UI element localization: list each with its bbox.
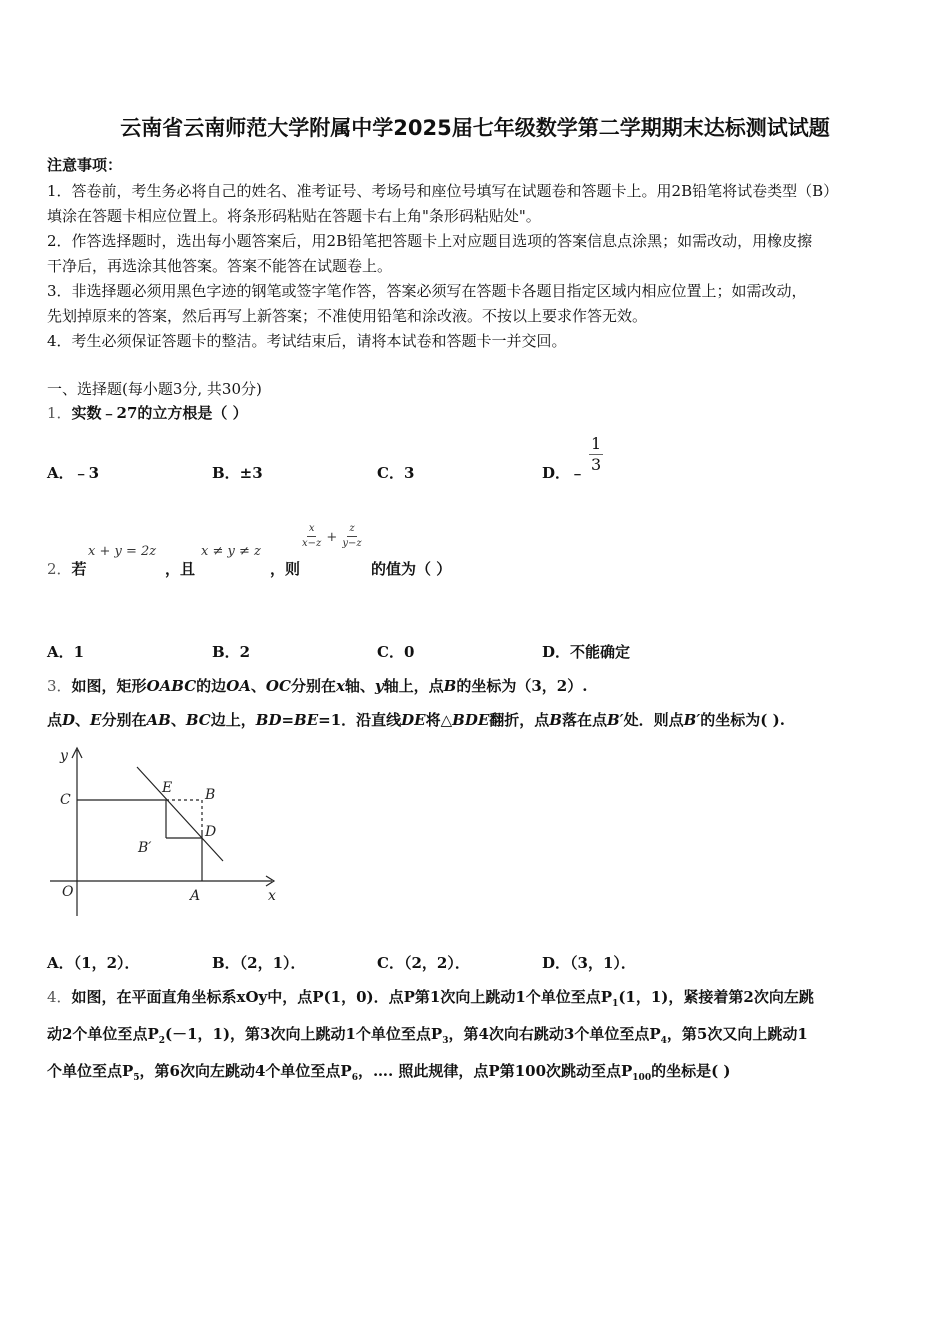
question-text: 分别在 xyxy=(101,711,147,729)
option-d: D．（3，1）． xyxy=(542,954,636,972)
label-x: x xyxy=(268,888,276,904)
page-title: 云南省云南师范大学附属中学2025届七年级数学第二学期期末达标测试试题 xyxy=(120,116,830,140)
math-var: DE xyxy=(401,711,426,729)
math-var: BC xyxy=(185,711,211,729)
question-text: 处．则点 xyxy=(623,711,684,729)
label-y: y xyxy=(60,748,68,764)
question-text: 、 xyxy=(75,711,91,729)
question-text: 的边 xyxy=(196,677,227,695)
rectangle-fold-figure xyxy=(40,740,290,925)
question-text: =1．沿直线 xyxy=(318,711,402,729)
math-var: B′ xyxy=(607,711,624,729)
question-text: 个单位至点P xyxy=(47,1062,134,1080)
question-text: 落在点 xyxy=(561,711,607,729)
math-var: OC xyxy=(265,677,291,695)
section-heading: 一、选择题(每小题3分, 共30分) xyxy=(47,380,262,398)
subscript: 4 xyxy=(660,1036,667,1046)
label-c: C xyxy=(60,792,71,808)
question-4 xyxy=(47,986,814,1009)
question-text: 轴上，点 xyxy=(383,677,444,695)
notice-heading: 注意事项： xyxy=(47,156,123,174)
option-b: B．（2，1）． xyxy=(212,954,306,972)
fraction-one-third xyxy=(589,436,603,473)
subscript: 100 xyxy=(632,1073,652,1083)
question-text: 、 xyxy=(170,711,186,729)
question-4-line-2 xyxy=(47,1023,808,1046)
fraction-numerator: 1 xyxy=(591,434,602,453)
fraction-denominator: y−z xyxy=(342,538,362,549)
math-var: OA xyxy=(226,677,251,695)
option-a: A．﹣3 xyxy=(47,464,100,482)
label-a: A xyxy=(190,888,201,904)
question-3 xyxy=(47,675,587,696)
math-var: B′ xyxy=(683,711,701,729)
option-d xyxy=(542,462,585,483)
subscript: 5 xyxy=(133,1073,140,1083)
question-text: 的坐标为（3，2）. xyxy=(456,677,588,695)
math-var: B xyxy=(443,677,457,695)
option-c: C．（2，2）． xyxy=(377,954,470,972)
condition-equation: x + y = 2z xyxy=(88,544,157,559)
subscript: 6 xyxy=(351,1073,358,1083)
subscript: 2 xyxy=(158,1036,165,1046)
question-number: 4． xyxy=(47,988,72,1006)
question-1 xyxy=(47,402,248,423)
question-text: 如图，在平面直角坐标系xOy中，点P(1，0)．点P第1次向上跳动1个单位至点P xyxy=(71,988,613,1006)
notice-line: 2．作答选择题时，选出每小题答案后，用2B铅笔把答题卡上对应题目选项的答案信息点涂黑；如需改动，用橡皮擦 xyxy=(47,232,813,250)
question-text: 若 xyxy=(71,560,87,578)
math-var: AB xyxy=(146,711,171,729)
fraction-numerator: x xyxy=(307,524,317,537)
fraction-denominator: 3 xyxy=(591,455,602,474)
question-2 xyxy=(47,558,87,579)
question-text: ，且 xyxy=(165,560,196,578)
option-c: C．0 xyxy=(377,643,415,661)
label-b-prime: B′ xyxy=(138,840,152,856)
math-var: D xyxy=(62,711,76,729)
question-text: 将△ xyxy=(425,711,453,729)
notice-line: 3．非选择题必须用黑色字迹的钢笔或签字笔作答，答案必须写在答题卡各题目指定区域内相应位置上；如需改动， xyxy=(47,282,807,300)
question-4-line-3 xyxy=(47,1060,731,1083)
notice-line: 先划掉原来的答案，然后再写上新答案；不准使用铅笔和涂改液。不按以上要求作答无效。 xyxy=(47,307,648,325)
question-text: (－1，1)，第3次向上跳动1个单位至点P xyxy=(164,1025,443,1043)
question-text: ，第4次向右跳动3个单位至点P xyxy=(448,1025,661,1043)
subscript: 3 xyxy=(442,1036,449,1046)
option-a: A．（1，2）． xyxy=(47,954,140,972)
option-d: D．不能确定 xyxy=(542,643,631,661)
plus-sign: + xyxy=(326,530,338,545)
option-b: B．±3 xyxy=(212,464,263,482)
question-text: ，…. 照此规律，点P第100次跳动至点P xyxy=(357,1062,633,1080)
question-text: ，第6次向左跳动4个单位至点P xyxy=(139,1062,352,1080)
fraction-numerator: z xyxy=(347,524,356,537)
math-var: BD=BE xyxy=(255,711,319,729)
question-text: 的坐标为( ). xyxy=(700,711,785,729)
question-text: 、 xyxy=(250,677,266,695)
question-text: 边上， xyxy=(210,711,256,729)
question-text: 如图，矩形 xyxy=(71,677,147,695)
question-text: 的值为（ ） xyxy=(371,560,452,578)
notice-line: 填涂在答题卡相应位置上。将条形码粘贴在答题卡右上角"条形码粘贴处"。 xyxy=(47,207,541,225)
label-d: D xyxy=(205,824,217,840)
question-text: 的坐标是( ) xyxy=(651,1062,731,1080)
question-text: ，则 xyxy=(270,560,301,578)
question-text: 点 xyxy=(47,711,63,729)
condition-inequality: x ≠ y ≠ z xyxy=(201,544,261,559)
question-text: (1，1)，紧接着第2次向左跳 xyxy=(618,988,814,1006)
question-text: 翻折，点 xyxy=(489,711,550,729)
notice-line: 4．考生必须保证答题卡的整洁。考试结束后，请将本试卷和答题卡一并交回。 xyxy=(47,332,567,350)
label-o: O xyxy=(62,884,74,900)
subscript: 1 xyxy=(612,999,619,1009)
option-a: A．1 xyxy=(47,643,85,661)
question-text: 分别在 xyxy=(290,677,336,695)
label-b: B xyxy=(205,787,216,803)
fraction-denominator: x−z xyxy=(302,538,322,549)
question-number: 3． xyxy=(47,677,72,695)
math-var: B xyxy=(549,711,562,729)
notice-line: 干净后，再选涂其他答案。答案不能答在试题卷上。 xyxy=(47,257,393,275)
question-number: 1． xyxy=(47,404,72,422)
math-var: y xyxy=(374,677,384,695)
question-text: 轴、 xyxy=(344,677,375,695)
math-var: E xyxy=(90,711,102,729)
math-var: OABC xyxy=(146,677,197,695)
label-e: E xyxy=(162,780,173,796)
question-text: 动2个单位至点P xyxy=(47,1025,159,1043)
math-var: BDE xyxy=(452,711,490,729)
question-text: ，第5次又向上跳动1 xyxy=(666,1025,808,1043)
option-b: B．2 xyxy=(212,643,251,661)
math-var: x xyxy=(335,677,345,695)
question-number: 2． xyxy=(47,560,72,578)
option-d-label: D．﹣ xyxy=(542,464,586,482)
question-text: 实数﹣27的立方根是（ ） xyxy=(71,404,248,422)
notice-line: 1．答卷前，考生务必将自己的姓名、准考证号、考场号和座位号填写在试题卷和答题卡上。用2B铅笔将试卷类型（B） xyxy=(47,182,839,200)
option-c: C．3 xyxy=(377,464,415,482)
question-3-line-2 xyxy=(47,709,785,730)
fraction-expression xyxy=(302,524,362,549)
